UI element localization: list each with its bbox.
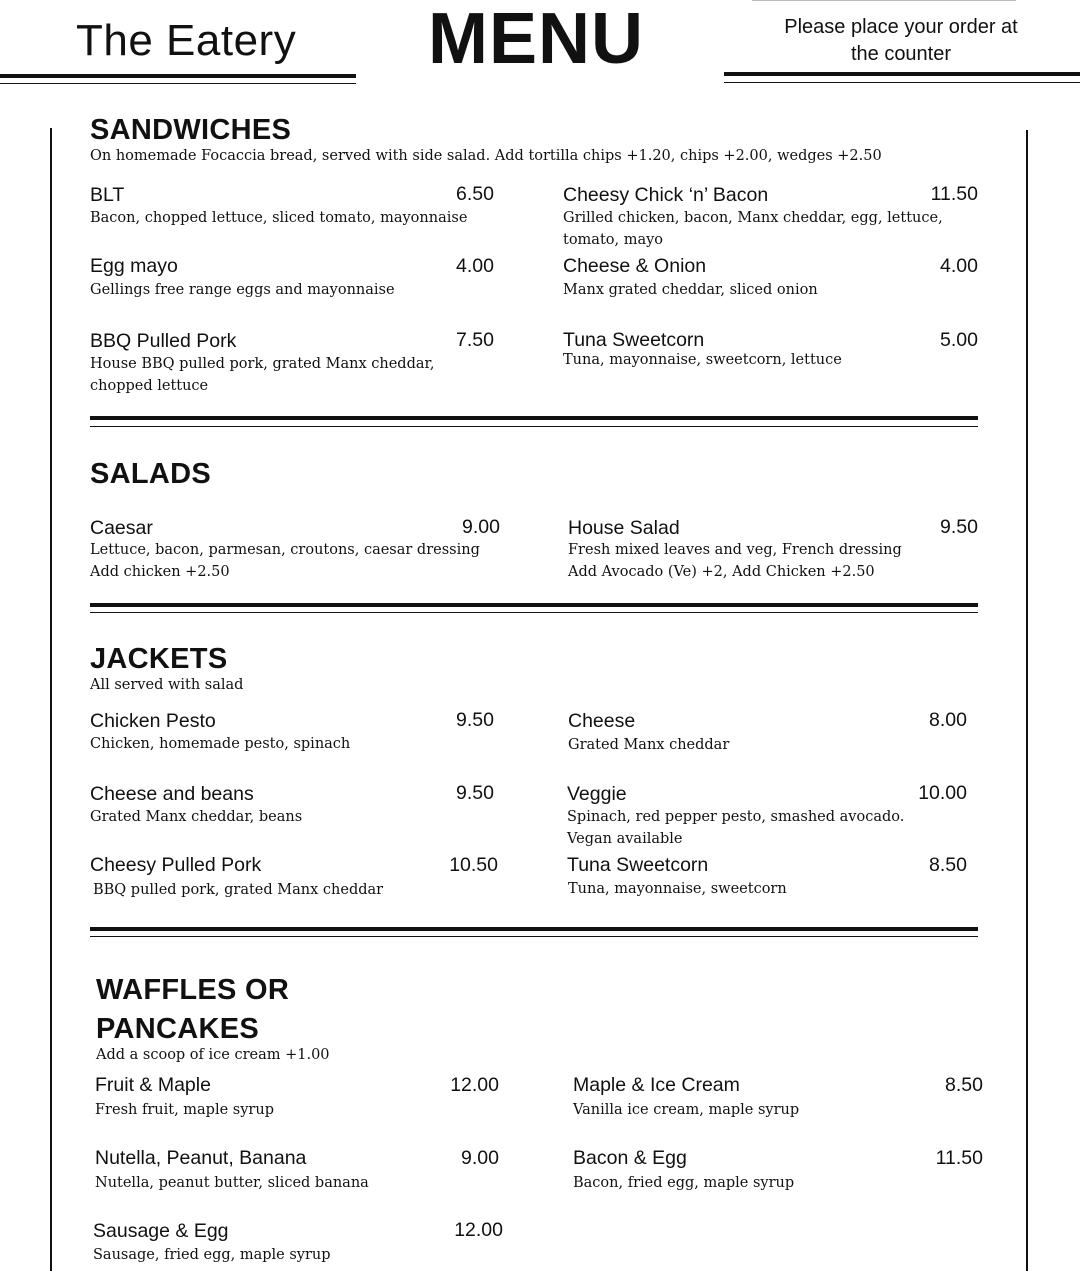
item-description: Grated Manx cheddar, beans <box>90 809 303 825</box>
page-title: MENU <box>428 0 644 79</box>
section-subtitle-waffles: Add a scoop of ice cream +1.00 <box>96 1047 330 1063</box>
item-name: Sausage & Egg <box>93 1220 229 1242</box>
item-name: Caesar <box>90 517 153 539</box>
section-title-waffles-line2: PANCAKES <box>96 1013 259 1045</box>
item-price: 10.50 <box>449 854 498 876</box>
section-divider-thick <box>90 927 978 931</box>
item-price: 9.00 <box>461 1147 499 1169</box>
item-name: Bacon & Egg <box>573 1147 687 1169</box>
item-name: Nutella, Peanut, Banana <box>95 1147 307 1169</box>
item-name: BLT <box>90 184 125 206</box>
item-name: Tuna Sweetcorn <box>563 329 705 351</box>
item-description: Tuna, mayonnaise, sweetcorn <box>568 881 787 897</box>
item-price: 9.50 <box>940 516 978 538</box>
item-price: 9.00 <box>462 516 500 538</box>
item-description: Chicken, homemade pesto, spinach <box>90 736 351 752</box>
border-right <box>1026 130 1028 1271</box>
item-description: Lettuce, bacon, parmesan, croutons, caesar dressing <box>90 542 480 558</box>
item-description: Bacon, fried egg, maple syrup <box>573 1175 795 1191</box>
item-name: Tuna Sweetcorn <box>567 854 709 876</box>
section-divider-thin <box>90 936 978 937</box>
border-left <box>50 128 52 1271</box>
item-description: BBQ pulled pork, grated Manx cheddar <box>93 882 384 898</box>
item-name: Cheesy Pulled Pork <box>90 854 262 876</box>
item-description: Bacon, chopped lettuce, sliced tomato, mayonnaise <box>90 210 468 226</box>
item-description: Fresh fruit, maple syrup <box>95 1102 274 1118</box>
header-rule-right-thick <box>724 72 1080 76</box>
item-description: Manx grated cheddar, sliced onion <box>563 282 818 298</box>
item-description: Tuna, mayonnaise, sweetcorn, lettuce <box>563 352 842 368</box>
item-name: Maple & Ice Cream <box>573 1074 740 1096</box>
item-name: Cheesy Chick ‘n’ Bacon <box>563 184 769 206</box>
item-name: Veggie <box>567 783 627 805</box>
item-description: Fresh mixed leaves and veg, French dressing <box>568 542 902 558</box>
item-description: Grated Manx cheddar <box>568 737 730 753</box>
header-rule-right-thin <box>724 82 1080 83</box>
item-price: 11.50 <box>930 183 978 205</box>
item-price: 6.50 <box>456 183 494 205</box>
section-divider-thin <box>90 426 978 427</box>
item-description: Spinach, red pepper pesto, smashed avocado. Vegan available <box>567 809 905 847</box>
item-price: 10.00 <box>918 782 967 804</box>
item-description: House BBQ pulled pork, grated Manx cheddar, chopped lettuce <box>90 356 435 394</box>
item-price: 12.00 <box>450 1074 499 1096</box>
brand-name: The Eatery <box>76 16 297 65</box>
item-extra: Add Avocado (Ve) +2, Add Chicken +2.50 <box>568 564 875 580</box>
item-price: 11.50 <box>935 1147 983 1169</box>
item-price: 9.50 <box>456 782 494 804</box>
item-name: Cheese and beans <box>90 783 254 805</box>
item-name: House Salad <box>568 517 680 539</box>
section-title-salads: SALADS <box>90 458 212 490</box>
item-price: 7.50 <box>456 329 494 351</box>
section-title-jackets: JACKETS <box>90 643 228 675</box>
item-description: Nutella, peanut butter, sliced banana <box>95 1175 369 1191</box>
section-subtitle-jackets: All served with salad <box>90 677 244 693</box>
item-price: 8.00 <box>929 709 967 731</box>
item-name: Fruit & Maple <box>95 1074 211 1096</box>
section-divider-thin <box>90 612 978 613</box>
item-name: Egg mayo <box>90 255 178 277</box>
order-notice: Please place your order at the counter <box>784 16 1018 65</box>
item-name: Cheese <box>568 710 636 732</box>
header-rule-left-thick <box>0 74 356 78</box>
item-name: Cheese & Onion <box>563 255 707 277</box>
item-price: 9.50 <box>456 709 494 731</box>
item-price: 8.50 <box>929 854 967 876</box>
item-price: 8.50 <box>945 1074 983 1096</box>
item-price: 12.00 <box>454 1219 503 1241</box>
section-subtitle-sandwiches: On homemade Focaccia bread, served with side salad. Add tortilla chips +1.20, chips +2.00, wedges +2.50 <box>90 148 882 164</box>
item-description: Grilled chicken, bacon, Manx cheddar, egg, lettuce, tomato, mayo <box>563 210 943 248</box>
item-name: BBQ Pulled Pork <box>90 330 237 352</box>
item-price: 4.00 <box>456 255 494 277</box>
item-description: Vanilla ice cream, maple syrup <box>573 1102 800 1118</box>
item-description: Sausage, fried egg, maple syrup <box>93 1247 331 1263</box>
section-divider-thick <box>90 416 978 420</box>
section-title-waffles-line1: WAFFLES OR <box>96 974 290 1006</box>
item-description: Gellings free range eggs and mayonnaise <box>90 282 395 298</box>
item-name: Chicken Pesto <box>90 710 216 732</box>
header-rule-top-right <box>752 0 1016 1</box>
item-price: 5.00 <box>940 329 978 351</box>
item-price: 4.00 <box>940 255 978 277</box>
section-title-sandwiches: SANDWICHES <box>90 114 292 146</box>
header-rule-left-thin <box>0 83 356 84</box>
item-extra: Add chicken +2.50 <box>90 564 230 580</box>
section-divider-thick <box>90 603 978 607</box>
